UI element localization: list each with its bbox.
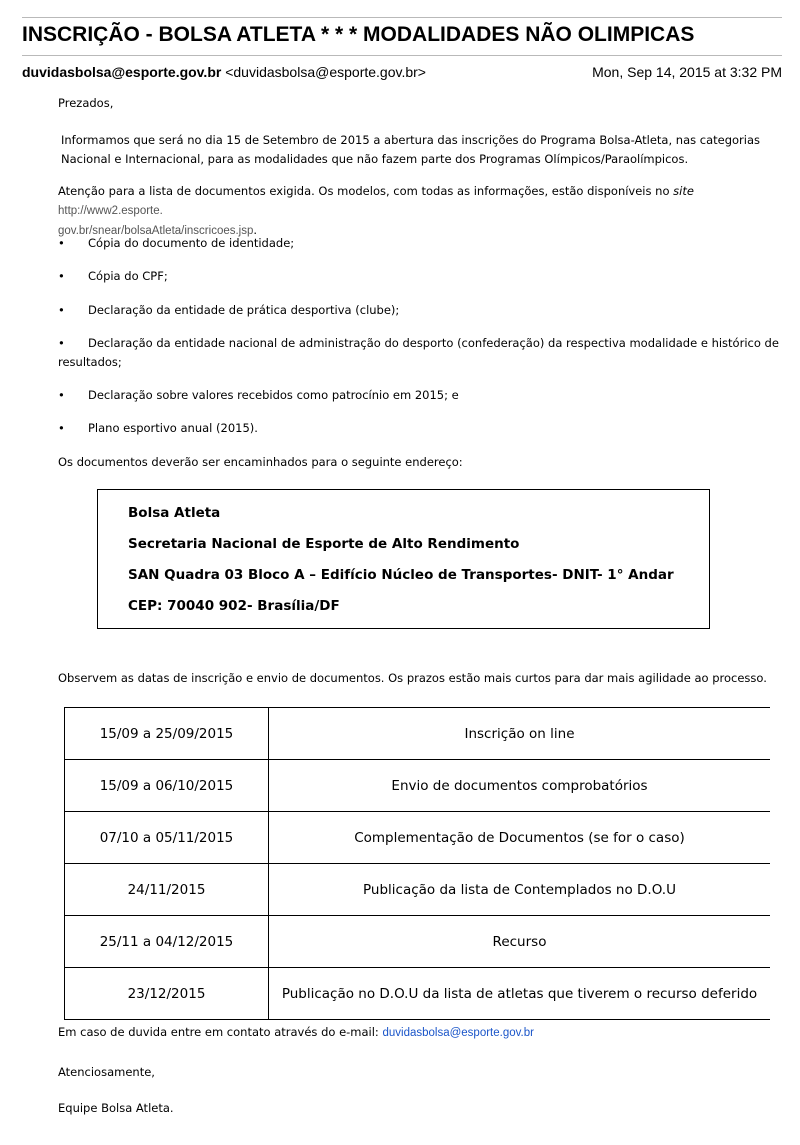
bullet-icon: • bbox=[58, 388, 65, 402]
table-row bbox=[65, 760, 771, 812]
address-line: Secretaria Nacional de Esporte de Alto Rendimento bbox=[128, 536, 520, 552]
document-item-label: Declaração da entidade de prática desportiva (clube); bbox=[88, 303, 400, 317]
contact-line bbox=[58, 1023, 780, 1043]
schedule-table bbox=[64, 707, 770, 1020]
contact-email-link[interactable]: duvidasbolsa@esporte.gov.br bbox=[382, 1027, 534, 1039]
bullet-icon: • bbox=[58, 303, 65, 317]
schedule-dates: 15/09 a 25/09/2015 bbox=[65, 708, 269, 760]
document-item bbox=[58, 419, 780, 438]
inscricoes-link-part-2[interactable]: gov.br/snear/bolsaAtleta/inscricoes.jsp bbox=[58, 225, 254, 237]
inscricoes-link-part-1[interactable]: http://www2.esporte. bbox=[58, 205, 163, 217]
email-date: Mon, Sep 14, 2015 at 3:32 PM bbox=[592, 64, 782, 80]
bullet-icon: • bbox=[58, 236, 65, 250]
bullet-icon: • bbox=[58, 269, 65, 283]
bullet-icon: • bbox=[58, 421, 65, 435]
document-item bbox=[58, 267, 780, 286]
greeting: Prezados, bbox=[58, 96, 114, 110]
site-word: site bbox=[673, 184, 694, 198]
documents-notice-end: . bbox=[253, 223, 258, 237]
documents-notice-text: Atenção para a lista de documentos exigida. Os modelos, com todas as informações, estão disponíveis no bbox=[58, 184, 674, 198]
schedule-event: Envio de documentos comprobatórios bbox=[269, 760, 771, 812]
email-subject: INSCRIÇÃO - BOLSA ATLETA * * * MODALIDADES NÃO OLIMPICAS bbox=[22, 23, 695, 46]
schedule-dates: 15/09 a 06/10/2015 bbox=[65, 760, 269, 812]
signature: Equipe Bolsa Atleta. bbox=[58, 1101, 174, 1115]
table-row bbox=[65, 916, 771, 968]
document-item bbox=[58, 234, 780, 253]
sender-address: <duvidasbolsa@esporte.gov.br> bbox=[225, 64, 426, 80]
schedule-dates: 25/11 a 04/12/2015 bbox=[65, 916, 269, 968]
schedule-event: Publicação da lista de Contemplados no D.O.U bbox=[269, 864, 771, 916]
schedule-event: Inscrição on line bbox=[269, 708, 771, 760]
address-line: SAN Quadra 03 Bloco A – Edifício Núcleo de Transportes- DNIT- 1° Andar bbox=[128, 567, 674, 583]
table-row bbox=[65, 708, 771, 760]
table-row bbox=[65, 864, 771, 916]
contact-text: Em caso de duvida entre em contato através do e-mail: bbox=[58, 1025, 383, 1039]
schedule-event: Recurso bbox=[269, 916, 771, 968]
document-item bbox=[58, 334, 780, 372]
schedule-dates: 07/10 a 05/11/2015 bbox=[65, 812, 269, 864]
schedule-event: Publicação no D.O.U da lista de atletas que tiverem o recurso deferido bbox=[269, 968, 771, 1020]
schedule-event: Complementação de Documentos (se for o caso) bbox=[269, 812, 771, 864]
address-line: CEP: 70040 902- Brasília/DF bbox=[128, 598, 340, 614]
table-row bbox=[65, 812, 771, 864]
closing: Atenciosamente, bbox=[58, 1065, 155, 1079]
table-row bbox=[65, 968, 771, 1020]
document-item-label: Cópia do CPF; bbox=[88, 269, 168, 283]
inscricoes-link[interactable] bbox=[58, 205, 253, 237]
top-divider bbox=[22, 17, 782, 18]
schedule-dates: 23/12/2015 bbox=[65, 968, 269, 1020]
schedule-intro: Observem as datas de inscrição e envio de documentos. Os prazos estão mais curtos para dar mais agilidade ao processo. bbox=[58, 671, 767, 685]
address-intro: Os documentos deverão ser encaminhados para o seguinte endereço: bbox=[58, 455, 463, 469]
address-line: Bolsa Atleta bbox=[128, 505, 221, 521]
document-item-label: Declaração da entidade nacional de administração do desporto (confederação) da respectiva modalidade e histórico de resultados; bbox=[58, 336, 779, 369]
address-box bbox=[97, 489, 710, 629]
document-item bbox=[58, 386, 780, 405]
documents-notice bbox=[58, 182, 780, 241]
document-item bbox=[58, 301, 780, 320]
bullet-icon: • bbox=[58, 336, 65, 350]
intro-paragraph: Informamos que será no dia 15 de Setembro de 2015 a abertura das inscrições do Programa Bolsa-Atleta, nas categorias Nacional e Internacional, para as modalidades que não fazem parte dos Programas Olímpicos/Paraolímpicos. bbox=[61, 133, 761, 166]
document-item-label: Plano esportivo anual (2015). bbox=[88, 421, 258, 435]
sender-email[interactable]: duvidasbolsa@esporte.gov.br bbox=[22, 64, 222, 80]
schedule-dates: 24/11/2015 bbox=[65, 864, 269, 916]
header-divider bbox=[22, 55, 782, 56]
document-item-label: Declaração sobre valores recebidos como patrocínio em 2015; e bbox=[88, 388, 459, 402]
document-item-label: Cópia do documento de identidade; bbox=[88, 236, 295, 250]
